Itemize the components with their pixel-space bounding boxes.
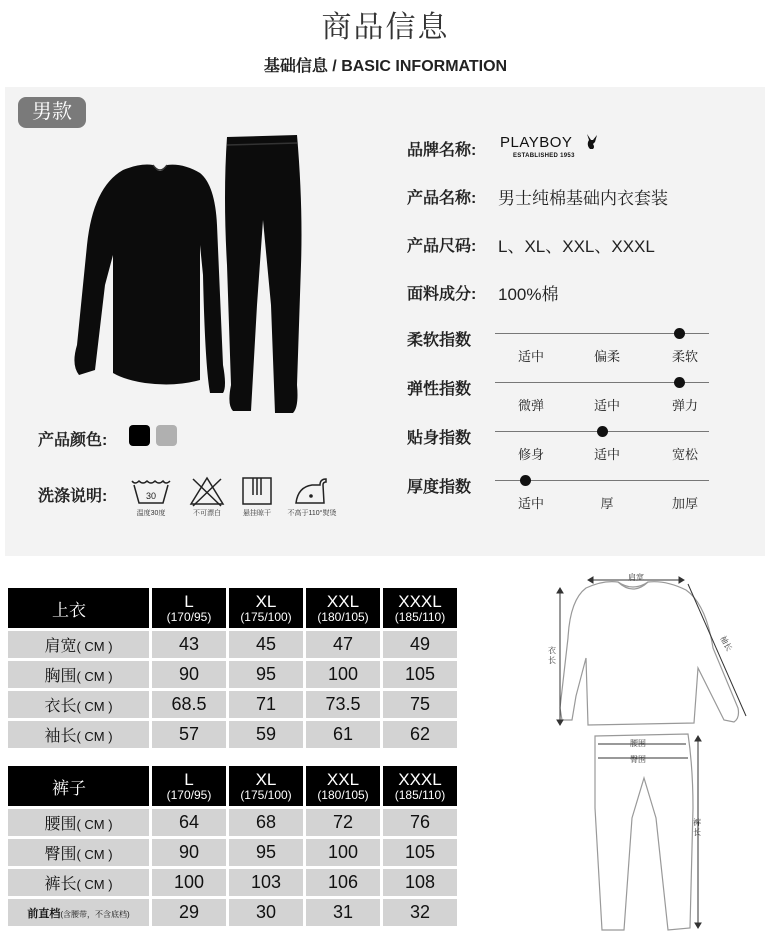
table-cell: 31	[306, 899, 380, 926]
table-cell: 105	[383, 661, 457, 688]
table-cell: 57	[152, 721, 226, 748]
table-cell: 62	[383, 721, 457, 748]
diagram-shoulder-label: 肩宽	[628, 573, 644, 582]
size-name: L	[184, 769, 194, 789]
size-code: (185/110)	[394, 787, 446, 802]
row-label-unit: ( CM )	[76, 847, 113, 862]
row-label-text: 衣长	[44, 698, 77, 715]
bunny-icon	[584, 133, 598, 151]
index-scale	[495, 469, 709, 509]
row-label-text: 胸围	[44, 668, 77, 685]
no-bleach-text: 不可漂白	[193, 510, 221, 517]
measurement-diagram-drawing	[548, 568, 763, 940]
size-name: XL	[255, 769, 277, 789]
table-size-header	[152, 766, 226, 806]
table-cell: 68	[229, 809, 303, 836]
row-label-text: 肩宽	[44, 638, 77, 655]
table-size-header	[152, 588, 226, 628]
table-row	[8, 869, 457, 896]
table-cell: 90	[152, 839, 226, 866]
table-title: 上衣	[8, 588, 149, 628]
size-name: XXXL	[398, 591, 442, 611]
size-code: (175/100)	[240, 609, 292, 624]
row-label-unit: ( CM )	[76, 817, 113, 832]
index-scale	[495, 420, 709, 460]
index-label: 厚度指数	[407, 479, 472, 496]
pants-shape	[225, 135, 302, 413]
table-row	[8, 809, 457, 836]
hang-dry-icon	[235, 475, 279, 507]
index-tick-label: 适中	[593, 447, 620, 462]
index-tick-label: 微弹	[517, 398, 544, 413]
index-tick-label: 适中	[593, 398, 620, 413]
fabric-label: 面料成分:	[407, 286, 477, 303]
table-cell: 76	[383, 809, 457, 836]
row-label	[8, 809, 149, 836]
size-name: XXL	[326, 769, 360, 789]
table-title: 裤子	[8, 766, 149, 806]
table-cell: 108	[383, 869, 457, 896]
table-size-header	[229, 766, 303, 806]
table-size-header	[383, 588, 457, 628]
brand-logo-sub: ESTABLISHED 1953	[513, 153, 575, 159]
diagram-waist-label: 腰围	[630, 739, 646, 748]
table-cell: 90	[152, 661, 226, 688]
wash-temp-text: 30	[145, 491, 157, 501]
wash-30-icon	[129, 475, 173, 507]
table-cell: 61	[306, 721, 380, 748]
index-tick-label: 厚	[600, 496, 614, 511]
fabric-value: 100%棉	[498, 285, 559, 304]
index-scale-marker	[597, 426, 608, 437]
table-cell: 75	[383, 691, 457, 718]
table-cell: 59	[229, 721, 303, 748]
table-row	[8, 721, 457, 748]
page-subtitle: 基础信息 / BASIC INFORMATION	[263, 58, 508, 75]
table-cell: 43	[152, 631, 226, 658]
table-cell: 47	[306, 631, 380, 658]
product-name-value: 男士纯棉基础内衣套装	[498, 189, 668, 208]
row-label-text: 腰围	[44, 816, 77, 833]
index-scale-marker	[674, 328, 685, 339]
row-label-unit: ( CM )	[76, 877, 113, 892]
table-cell: 45	[229, 631, 303, 658]
row-label-text: 裤长	[44, 876, 77, 893]
row-label-unit: ( CM )	[76, 669, 113, 684]
row-label-text: 前直档	[27, 907, 61, 920]
diagram-pants-length-label: 裤长	[693, 818, 701, 837]
diagram-hip-label: 臀围	[630, 755, 646, 764]
table-row	[8, 631, 457, 658]
size-code: (185/110)	[394, 609, 446, 624]
table-size-header	[306, 766, 380, 806]
care-label: 洗涤说明:	[38, 488, 108, 505]
table-cell: 100	[306, 661, 380, 688]
info-panel	[5, 87, 765, 556]
brand-logo-text: PLAYBOY	[500, 134, 573, 151]
index-tick-label: 修身	[517, 447, 544, 462]
index-tick-label: 宽松	[671, 447, 698, 462]
row-label	[8, 869, 149, 896]
wash-30-text: 温度30度	[136, 510, 166, 517]
gender-badge: 男款	[18, 97, 86, 128]
pants-size-table	[5, 763, 460, 929]
index-tick-label: 偏柔	[593, 349, 620, 364]
table-size-header	[306, 588, 380, 628]
table-cell: 68.5	[152, 691, 226, 718]
table-cell: 72	[306, 809, 380, 836]
product-image	[65, 125, 315, 425]
color-swatch-gray[interactable]	[156, 425, 177, 446]
table-row	[8, 839, 457, 866]
hang-dry-text: 悬挂晾干	[243, 510, 271, 517]
index-label: 柔软指数	[407, 332, 472, 349]
row-label-text: 袖长	[44, 728, 77, 745]
size-code: (170/95)	[166, 787, 212, 802]
measurement-diagram	[548, 568, 763, 940]
index-scale	[495, 371, 709, 411]
index-scale-marker	[520, 475, 531, 486]
table-cell: 105	[383, 839, 457, 866]
shirt-shape	[74, 165, 225, 393]
row-label	[8, 661, 149, 688]
index-tick-label: 适中	[517, 496, 544, 511]
size-code: (170/95)	[166, 609, 212, 624]
diagram-sleeve-label: 袖长	[718, 634, 734, 653]
table-row	[8, 899, 457, 926]
row-label-unit: ( CM )	[76, 729, 113, 744]
color-swatch-black[interactable]	[129, 425, 150, 446]
iron-low-icon	[290, 475, 334, 507]
table-cell: 100	[152, 869, 226, 896]
no-bleach-icon	[185, 475, 229, 507]
index-label: 弹性指数	[407, 381, 472, 398]
row-label-unit: ( CM )	[76, 699, 113, 714]
size-code: (175/100)	[240, 787, 292, 802]
table-cell: 32	[383, 899, 457, 926]
row-label	[8, 839, 149, 866]
index-label: 贴身指数	[407, 430, 472, 447]
brand-logo	[500, 132, 600, 162]
table-size-header	[229, 588, 303, 628]
index-scale-marker	[674, 377, 685, 388]
table-cell: 100	[306, 839, 380, 866]
row-label	[8, 721, 149, 748]
row-label	[8, 631, 149, 658]
row-label	[8, 691, 149, 718]
size-name: XL	[255, 591, 277, 611]
size-name: L	[184, 591, 194, 611]
size-code: (180/105)	[317, 609, 369, 624]
row-label	[8, 899, 149, 926]
table-row	[8, 661, 457, 688]
size-name: XXXL	[398, 769, 442, 789]
table-size-header	[383, 766, 457, 806]
iron-low-text: 不高于110°熨烫	[287, 510, 337, 517]
brand-label: 品牌名称:	[407, 142, 477, 159]
product-sizes-label: 产品尺码:	[407, 238, 477, 255]
row-label-text: 臀围	[44, 846, 77, 863]
table-cell: 95	[229, 661, 303, 688]
diagram-length-label: 衣长	[548, 646, 556, 665]
table-cell: 95	[229, 839, 303, 866]
product-name-label: 产品名称:	[407, 190, 477, 207]
table-cell: 29	[152, 899, 226, 926]
row-label-unit: ( CM )	[76, 639, 113, 654]
page-title: 商品信息	[321, 11, 450, 44]
table-cell: 71	[229, 691, 303, 718]
size-code: (180/105)	[317, 787, 369, 802]
index-tick-label: 柔软	[671, 349, 698, 364]
colors-label: 产品颜色:	[38, 432, 108, 449]
table-row	[8, 691, 457, 718]
top-size-table	[5, 585, 460, 751]
table-cell: 30	[229, 899, 303, 926]
index-tick-label: 加厚	[671, 496, 698, 511]
product-sizes-value: L、XL、XXL、XXXL	[498, 237, 655, 256]
index-tick-label: 适中	[517, 349, 544, 364]
index-tick-label: 弹力	[671, 398, 698, 413]
table-cell: 103	[229, 869, 303, 896]
table-cell: 106	[306, 869, 380, 896]
index-scale	[495, 322, 709, 362]
table-cell: 73.5	[306, 691, 380, 718]
size-name: XXL	[326, 591, 360, 611]
table-cell: 49	[383, 631, 457, 658]
table-cell: 64	[152, 809, 226, 836]
row-label-unit: (含腰带，不含底档)	[60, 909, 130, 919]
